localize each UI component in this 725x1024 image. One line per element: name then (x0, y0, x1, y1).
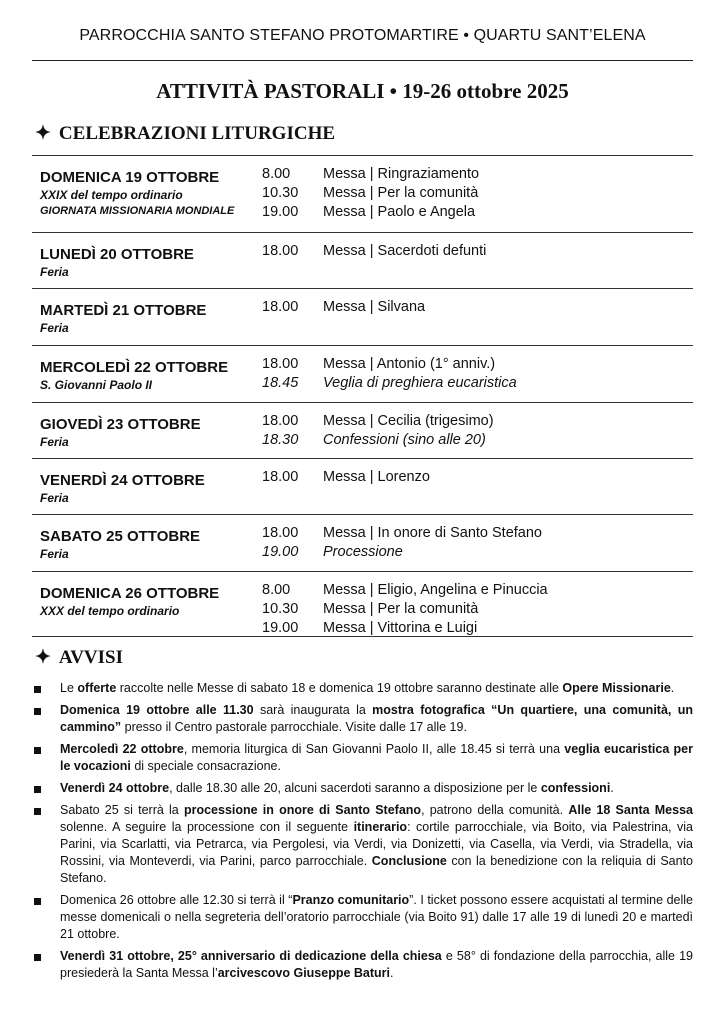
event-time: 8.00 (262, 582, 291, 598)
event-time: 18.45 (262, 375, 299, 391)
day-info (40, 415, 265, 450)
notice-text: , dalle 18.30 alle 20, alcuni sacerdoti saranno a disposizione per le (169, 781, 541, 795)
liturgical-note: Feria (40, 547, 69, 561)
event-description: Veglia di preghiera eucaristica (323, 375, 517, 391)
liturgical-note: Feria (40, 491, 69, 505)
day-info (40, 168, 265, 219)
square-bullet-icon (34, 708, 41, 715)
event-item (262, 600, 548, 619)
notices-list (32, 680, 693, 987)
event-item (262, 355, 517, 374)
event-time: 18.30 (262, 432, 299, 448)
notice-text: e 58° di fondazione della parrocchia, alle 19 presiederà la Santa Messa l’ (60, 949, 693, 980)
notice-highlight: Venerdì 31 ottobre, 25° anniversario di dedicazione della chiesa (60, 949, 442, 963)
event-item (262, 203, 479, 222)
notice-text: : cortile parrocchiale, via Boito, via Palestrina, via Parini, via Scarlatti, via Petrarca, via Pergolesi, via Verdi, via Donizetti, via Casella, via Verdi, via Stradella, via Rossini, via Monteverdi, via Parini, parco parrocchiale. (60, 820, 693, 868)
event-time: 18.00 (262, 413, 299, 429)
notice-text: presso il Centro pastorale parrocchiale. Visite dalle 17 alle 19. (121, 720, 467, 734)
notice-item (32, 780, 693, 797)
notice-text: . (610, 781, 614, 795)
event-description: Messa | Lorenzo (323, 469, 430, 485)
event-description: Messa | Vittorina e Luigi (323, 620, 478, 636)
notice-highlight: arcivescovo Giuseppe Baturi (217, 966, 391, 980)
notice-highlight: Domenica 19 ottobre alle 11.30 (60, 703, 254, 717)
event-time: 10.30 (262, 185, 299, 201)
event-item (262, 165, 479, 184)
event-time: 19.00 (262, 544, 299, 560)
notice-highlight: Alle 18 Santa Messa (568, 803, 693, 817)
events-list (262, 242, 486, 261)
event-description: Messa | Per la comunità (323, 185, 479, 201)
notice-text: , memoria liturgica di San Giovanni Paolo II, alle 18.45 si terrà una (183, 742, 565, 756)
events-list (262, 524, 542, 562)
event-item (262, 184, 479, 203)
day-row (32, 514, 693, 571)
event-item (262, 412, 494, 431)
notice-item (32, 802, 693, 887)
observance-note: GIORNATA MISSIONARIA MONDIALE (40, 205, 235, 217)
square-bullet-icon (34, 954, 41, 961)
day-row (32, 232, 693, 288)
event-item (262, 543, 542, 562)
event-description: Messa | Silvana (323, 299, 426, 315)
events-list (262, 412, 494, 450)
notice-highlight: mostra fotografica “Un quartiere, una comunità, un cammino” (60, 703, 694, 734)
notice-highlight: processione in onore di Santo Stefano (183, 803, 422, 817)
event-time: 19.00 (262, 620, 299, 636)
event-item (262, 468, 430, 487)
day-row (32, 288, 693, 345)
celebrations-schedule (32, 155, 693, 637)
notice-highlight: confessioni (540, 781, 611, 795)
day-info (40, 471, 265, 506)
event-description: Messa | Ringraziamento (323, 166, 480, 182)
day-name: VENERDÌ 24 OTTOBRE (40, 472, 205, 489)
event-description: Messa | In onore di Santo Stefano (323, 525, 542, 541)
star-icon: ✦ (35, 647, 51, 668)
event-description: Messa | Antonio (1° anniv.) (323, 356, 496, 372)
liturgical-note: Feria (40, 265, 69, 279)
event-item (262, 619, 548, 638)
square-bullet-icon (34, 898, 41, 905)
event-time: 10.30 (262, 601, 299, 617)
event-description: Messa | Cecilia (trigesimo) (323, 413, 494, 429)
events-list (262, 355, 517, 393)
events-list (262, 581, 548, 638)
event-item (262, 431, 494, 450)
event-time: 8.00 (262, 166, 291, 182)
day-name: SABATO 25 OTTOBRE (40, 528, 201, 545)
event-item (262, 524, 542, 543)
event-item (262, 374, 517, 393)
event-time: 18.00 (262, 243, 299, 259)
section-heading-notices (35, 646, 123, 669)
notice-item (32, 702, 693, 736)
day-name: MARTEDÌ 21 OTTOBRE (40, 302, 207, 319)
event-time: 18.00 (262, 469, 299, 485)
square-bullet-icon (34, 686, 41, 693)
event-description: Messa | Sacerdoti defunti (323, 243, 487, 259)
day-name: LUNEDÌ 20 OTTOBRE (40, 246, 194, 263)
day-info (40, 527, 265, 562)
day-name: MERCOLEDÌ 22 OTTOBRE (40, 359, 229, 376)
event-time: 18.00 (262, 299, 299, 315)
page-title: ATTIVITÀ PASTORALI • 19-26 ottobre 2025 (156, 79, 569, 103)
section-label: CELEBRAZIONI LITURGICHE (58, 123, 336, 144)
event-time: 18.00 (262, 525, 299, 541)
notice-highlight: Pranzo comunitario (292, 893, 410, 907)
notice-text: . (390, 966, 394, 980)
day-row (32, 402, 693, 458)
event-description: Messa | Eligio, Angelina e Pinuccia (323, 582, 548, 598)
notice-text: ”. I ticket possono essere acquistati al termine delle messe domenicali o nella segreteria dell’oratorio parrocchiale (via Boito 91) dalle 17 alle 19 di lunedì 20 e martedì 21 ottobre. (60, 893, 694, 941)
day-row (32, 458, 693, 514)
notice-text: Le (60, 681, 78, 695)
liturgical-note: Feria (40, 321, 69, 335)
events-list (262, 468, 430, 487)
notice-text: di speciale consacrazione. (130, 759, 281, 773)
parish-header: PARROCCHIA SANTO STEFANO PROTOMARTIRE • QUARTU SANT’ELENA (79, 27, 646, 44)
liturgical-note: S. Giovanni Paolo II (40, 378, 153, 392)
day-info (40, 584, 265, 619)
notice-highlight: Opere Missionarie (562, 681, 671, 695)
events-list (262, 165, 479, 222)
notice-text: , patrono della comunità. (421, 803, 569, 817)
event-description: Messa | Paolo e Angela (323, 204, 476, 220)
square-bullet-icon (34, 808, 41, 815)
notice-text: sarà inaugurata la (253, 703, 373, 717)
day-row (32, 345, 693, 402)
event-item (262, 298, 425, 317)
header-divider (32, 60, 693, 61)
day-name: GIOVEDÌ 23 OTTOBRE (40, 416, 201, 433)
section-heading-celebrations (35, 122, 335, 145)
day-name: DOMENICA 19 OTTOBRE (40, 169, 220, 186)
liturgical-note: XXX del tempo ordinario (40, 604, 180, 618)
liturgical-note: XXIX del tempo ordinario (40, 188, 183, 202)
notice-text: solenne. A seguire la processione con il seguente (60, 820, 354, 834)
event-description: Processione (323, 544, 403, 560)
section-label: AVVISI (58, 647, 123, 668)
notice-item (32, 680, 693, 697)
notice-highlight: itinerario (353, 820, 408, 834)
notice-text: . (670, 681, 675, 695)
event-time: 19.00 (262, 204, 299, 220)
notice-highlight: Venerdì 24 ottobre (60, 781, 170, 795)
notice-text: Sabato 25 si terrà la (60, 803, 184, 817)
event-item (262, 581, 548, 600)
notice-text: Domenica 26 ottobre alle 12.30 si terrà il “ (60, 893, 293, 907)
day-row (32, 571, 693, 637)
day-name: DOMENICA 26 OTTOBRE (40, 585, 220, 602)
event-description: Messa | Per la comunità (323, 601, 479, 617)
notice-highlight: Conclusione (371, 854, 447, 868)
notice-item (32, 948, 693, 982)
notice-item (32, 741, 693, 775)
notice-text: con la benedizione con la reliquia di Santo Stefano. (60, 854, 694, 885)
square-bullet-icon (34, 786, 41, 793)
notice-highlight: offerte (77, 681, 117, 695)
day-info (40, 358, 265, 393)
notice-text: raccolte nelle Messe di sabato 18 e domenica 19 ottobre saranno destinate alle (116, 681, 563, 695)
square-bullet-icon (34, 747, 41, 754)
event-item (262, 242, 486, 261)
notice-highlight: Mercoledì 22 ottobre (60, 742, 184, 756)
events-list (262, 298, 425, 317)
star-icon: ✦ (35, 123, 51, 144)
notice-highlight: veglia eucaristica per le vocazioni (60, 742, 693, 773)
day-info (40, 301, 265, 336)
event-time: 18.00 (262, 356, 299, 372)
notice-item (32, 892, 693, 943)
liturgical-note: Feria (40, 435, 69, 449)
day-row (32, 155, 693, 232)
day-info (40, 245, 265, 280)
event-description: Confessioni (sino alle 20) (323, 432, 486, 448)
